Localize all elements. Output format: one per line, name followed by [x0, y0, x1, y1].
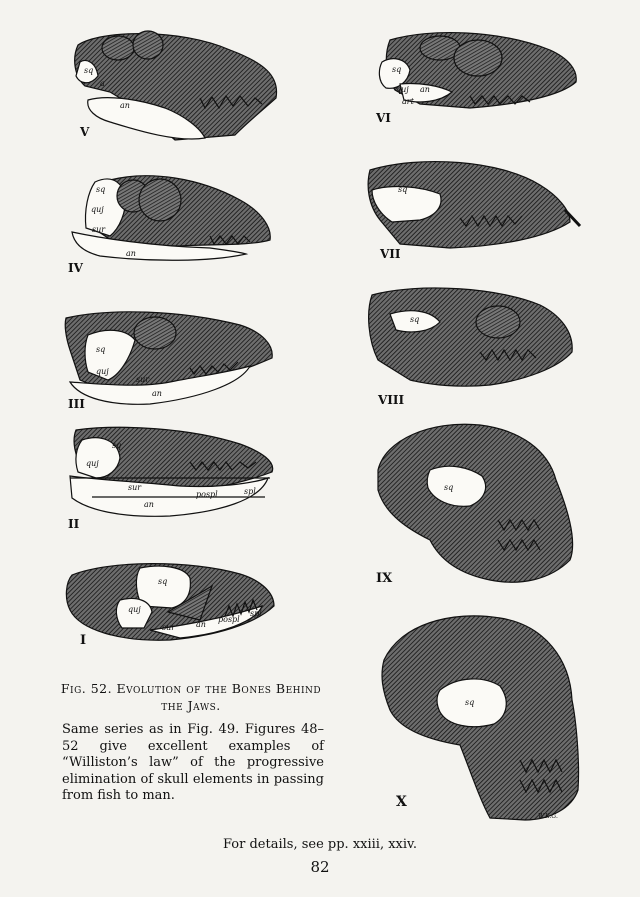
skull-i-part-pospl: pospl: [218, 615, 240, 624]
skull-viii: [369, 288, 573, 386]
skull-ii-part-sur: sur: [128, 483, 142, 492]
skull-x: [382, 616, 579, 820]
skull-vi-numeral: VI: [376, 111, 391, 125]
skull-iv-part-sur: sur: [92, 225, 106, 234]
skull-ix: [378, 424, 573, 582]
skull-iv-numeral: IV: [68, 261, 83, 275]
skull-v: [75, 31, 277, 140]
skull-viii-numeral: VIII: [378, 393, 405, 407]
skull-iii-numeral: III: [68, 397, 85, 411]
skull-iii: [65, 312, 272, 404]
figure-caption-title: Fig. 52. Evolution of the Bones Behind the Jaws.: [60, 681, 322, 713]
skull-i-part-sur: sur: [162, 623, 176, 632]
skull-ix-numeral: IX: [376, 571, 393, 586]
skull-ix-part-sq: sq: [444, 483, 454, 492]
skull-i-part-sq: sq: [158, 577, 168, 586]
skull-iv-part-an: an: [126, 249, 136, 258]
skull-vii-part-sq: sq: [398, 185, 408, 194]
skull-vi-part-an: an: [420, 85, 430, 94]
skull-vi-part-sq: sq: [392, 65, 402, 74]
skull-ii-part-quj: quj: [86, 459, 99, 468]
skull-v-part-sq: sq: [84, 66, 94, 75]
skull-ii-part-sq: sq: [112, 441, 122, 450]
skull-ii-numeral: II: [68, 517, 80, 531]
figure-caption-body: Same series as in Fig. 49. Figures 48–52 give excellent examples of “Williston’s law” of the progressive elimination of skull elements in passing from fish to man.: [62, 722, 324, 803]
skull-vi: [379, 33, 576, 108]
skull-iii-part-sq: sq: [96, 345, 106, 354]
skull-vii: [368, 162, 580, 248]
skull-iv-part-quj: quj: [91, 205, 104, 214]
skull-x-numeral: X: [396, 794, 407, 810]
page-number: 82: [310, 858, 330, 876]
skull-ii-part-spl: spl: [244, 487, 256, 496]
artist-signature: W.K.G.: [538, 813, 558, 820]
skull-ii: [70, 427, 273, 516]
skull-v-numeral: V: [80, 125, 90, 139]
skull-i: [66, 564, 274, 641]
skull-ii-part-pospl: pospl: [196, 490, 218, 499]
skull-iii-part-sur: sur: [136, 375, 150, 384]
skull-vii-numeral: VII: [380, 247, 401, 261]
skull-ii-part-an: an: [144, 500, 154, 509]
skull-i-part-spl: spl: [250, 609, 262, 618]
skull-x-part-sq: sq: [465, 698, 475, 707]
skull-iv-part-sq: sq: [96, 185, 106, 194]
skull-viii-part-sq: sq: [410, 315, 420, 324]
details-note: For details, see pp. xxiii, xxiv.: [223, 837, 417, 852]
skull-i-part-an: an: [196, 620, 206, 629]
skull-vi-part-quj: quj: [396, 85, 409, 94]
skull-iii-part-quj: quj: [96, 367, 109, 376]
skull-v-part-a: a: [100, 79, 105, 88]
skull-i-numeral: I: [80, 633, 87, 648]
skull-i-part-quj: quj: [128, 605, 141, 614]
skull-iii-part-an: an: [152, 389, 162, 398]
skull-vi-part-art: art: [402, 97, 414, 106]
skull-v-part-an: an: [120, 101, 130, 110]
skull-iv: [72, 176, 270, 261]
